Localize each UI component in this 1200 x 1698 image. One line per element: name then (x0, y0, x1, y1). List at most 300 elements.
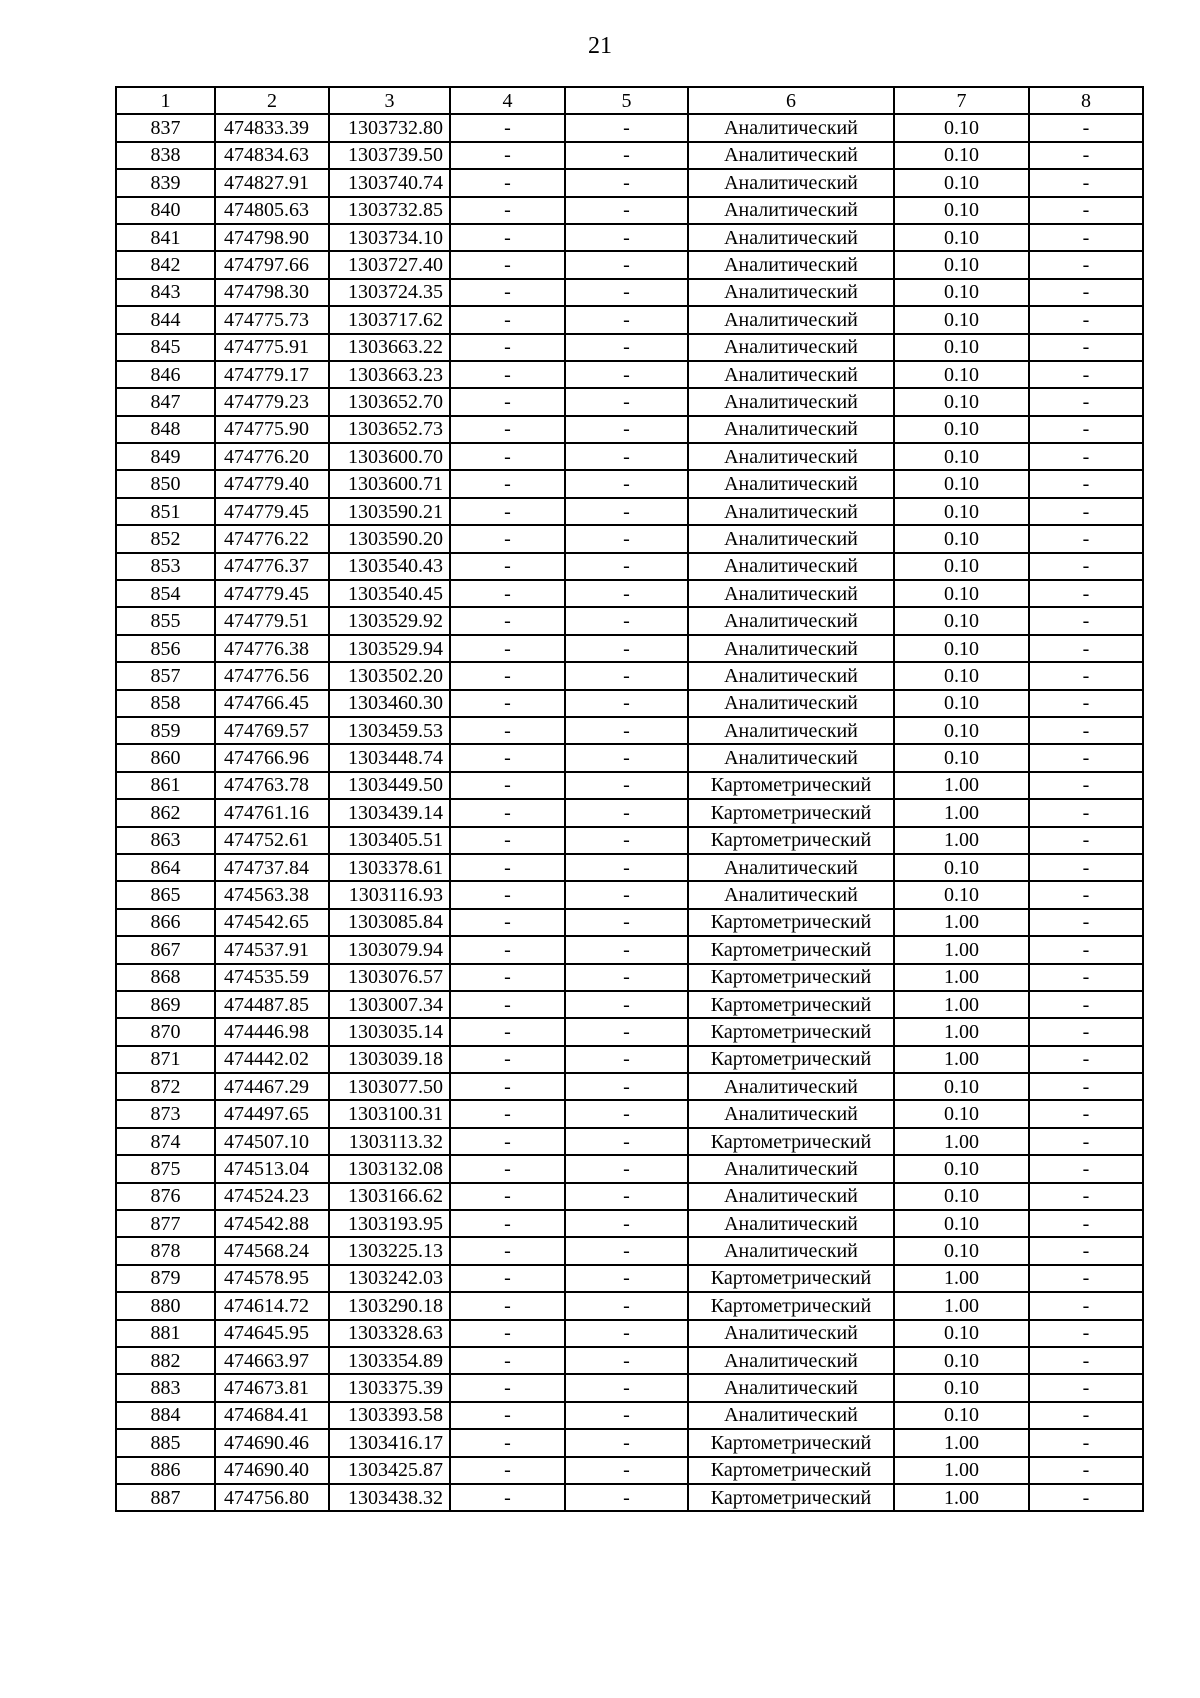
table-cell: 0.10 (894, 1155, 1029, 1182)
table-cell: 1.00 (894, 1046, 1029, 1073)
table-cell: 853 (116, 553, 215, 580)
table-cell: - (450, 827, 565, 854)
table-cell: 1303600.71 (329, 470, 450, 497)
table-cell: - (450, 416, 565, 443)
table-cell: 0.10 (894, 279, 1029, 306)
table-cell: 474446.98 (215, 1018, 329, 1045)
table-cell: 1303740.74 (329, 169, 450, 196)
table-cell: - (565, 772, 688, 799)
table-cell: 867 (116, 936, 215, 963)
table-cell: 0.10 (894, 1183, 1029, 1210)
table-row (116, 197, 1143, 224)
table-cell: - (565, 854, 688, 881)
table-cell: - (565, 1100, 688, 1127)
table-cell: - (565, 1210, 688, 1237)
table-cell: - (450, 1210, 565, 1237)
table-row (116, 525, 1143, 552)
table-cell: 474776.37 (215, 553, 329, 580)
table-row (116, 936, 1143, 963)
table-cell: - (1029, 1237, 1143, 1264)
table-cell: 0.10 (894, 142, 1029, 169)
table-cell: Аналитический (688, 1183, 894, 1210)
table-cell: 0.10 (894, 662, 1029, 689)
table-cell: - (1029, 553, 1143, 580)
table-cell: - (450, 114, 565, 141)
table-row (116, 799, 1143, 826)
table-cell: 474766.45 (215, 690, 329, 717)
table-cell: 1303460.30 (329, 690, 450, 717)
table-cell: 878 (116, 1237, 215, 1264)
table-cell: 1303393.58 (329, 1402, 450, 1429)
table-cell: 858 (116, 690, 215, 717)
table-row (116, 1374, 1143, 1401)
table-cell: 1303732.80 (329, 114, 450, 141)
table-cell: Аналитический (688, 717, 894, 744)
table-cell: Картометрический (688, 1018, 894, 1045)
table-cell: Аналитический (688, 361, 894, 388)
table-cell: 1.00 (894, 1457, 1029, 1484)
table-cell: 1303590.21 (329, 498, 450, 525)
table-cell: - (450, 854, 565, 881)
table-cell: - (565, 1183, 688, 1210)
table-cell: 0.10 (894, 443, 1029, 470)
table-cell: 856 (116, 635, 215, 662)
table-cell: - (565, 717, 688, 744)
table-cell: - (450, 525, 565, 552)
table-cell: - (565, 1374, 688, 1401)
header-cell: 2 (215, 87, 329, 114)
table-cell: 474776.38 (215, 635, 329, 662)
table-cell: 1.00 (894, 1265, 1029, 1292)
table-cell: - (450, 717, 565, 744)
table-cell: 474487.85 (215, 991, 329, 1018)
table-row (116, 1155, 1143, 1182)
table-cell: - (450, 1018, 565, 1045)
table-cell: Картометрический (688, 936, 894, 963)
table-cell: Аналитический (688, 498, 894, 525)
table-cell: 0.10 (894, 1347, 1029, 1374)
table-cell: - (565, 334, 688, 361)
table-cell: 0.10 (894, 717, 1029, 744)
table-cell: Картометрический (688, 799, 894, 826)
table-cell: - (450, 142, 565, 169)
table-cell: - (450, 1374, 565, 1401)
table-row (116, 772, 1143, 799)
table-cell: - (1029, 1018, 1143, 1045)
table-cell: - (1029, 1265, 1143, 1292)
table-cell: 1303727.40 (329, 251, 450, 278)
table-cell: 848 (116, 416, 215, 443)
table-row (116, 1183, 1143, 1210)
table-cell: - (1029, 635, 1143, 662)
table-cell: 841 (116, 224, 215, 251)
table-cell: - (565, 991, 688, 1018)
table-cell: Аналитический (688, 334, 894, 361)
table-cell: 886 (116, 1457, 215, 1484)
table-cell: 838 (116, 142, 215, 169)
table-cell: - (565, 443, 688, 470)
table-cell: - (450, 1265, 565, 1292)
table-cell: - (565, 169, 688, 196)
table-cell: 1303724.35 (329, 279, 450, 306)
table-cell: 474779.23 (215, 388, 329, 415)
table-cell: 1303375.39 (329, 1374, 450, 1401)
table-cell: - (565, 279, 688, 306)
table-cell: 866 (116, 909, 215, 936)
table-cell: 875 (116, 1155, 215, 1182)
table-cell: - (565, 1457, 688, 1484)
table-cell: Аналитический (688, 1374, 894, 1401)
table-cell: 852 (116, 525, 215, 552)
table-cell: Картометрический (688, 964, 894, 991)
table-row (116, 1128, 1143, 1155)
table-cell: - (565, 964, 688, 991)
table-cell: - (1029, 772, 1143, 799)
table-cell: - (1029, 1210, 1143, 1237)
table-cell: 1.00 (894, 827, 1029, 854)
table-cell: - (1029, 909, 1143, 936)
table-row (116, 251, 1143, 278)
table-cell: Картометрический (688, 1265, 894, 1292)
table-cell: 1303077.50 (329, 1073, 450, 1100)
table-cell: 1303600.70 (329, 443, 450, 470)
table-cell: 474442.02 (215, 1046, 329, 1073)
table-row (116, 854, 1143, 881)
table-cell: Аналитический (688, 744, 894, 771)
table-cell: - (565, 1402, 688, 1429)
table-cell: - (565, 936, 688, 963)
table-cell: 863 (116, 827, 215, 854)
table-cell: Аналитический (688, 1320, 894, 1347)
header-cell: 4 (450, 87, 565, 114)
table-cell: 847 (116, 388, 215, 415)
table-cell: - (450, 1046, 565, 1073)
table-cell: 474761.16 (215, 799, 329, 826)
header-row (116, 87, 1143, 114)
table-cell: - (1029, 1046, 1143, 1073)
table-row (116, 717, 1143, 744)
table-cell: - (565, 1128, 688, 1155)
table-cell: Аналитический (688, 114, 894, 141)
table-cell: 0.10 (894, 690, 1029, 717)
table-cell: - (565, 881, 688, 908)
table-cell: 879 (116, 1265, 215, 1292)
table-cell: - (1029, 607, 1143, 634)
table-row (116, 224, 1143, 251)
table-cell: 859 (116, 717, 215, 744)
table-cell: Картометрический (688, 1046, 894, 1073)
table-row (116, 1210, 1143, 1237)
table-cell: 474542.88 (215, 1210, 329, 1237)
table-cell: - (1029, 1402, 1143, 1429)
table-cell: Аналитический (688, 251, 894, 278)
table-row (116, 1347, 1143, 1374)
table-cell: - (450, 1429, 565, 1456)
table-cell: - (565, 662, 688, 689)
table-cell: 1303166.62 (329, 1183, 450, 1210)
table-cell: - (450, 936, 565, 963)
table-cell: - (1029, 1374, 1143, 1401)
table-cell: 474614.72 (215, 1292, 329, 1319)
table-cell: 843 (116, 279, 215, 306)
table-cell: 1303663.23 (329, 361, 450, 388)
table-cell: 474776.56 (215, 662, 329, 689)
table-cell: 474513.04 (215, 1155, 329, 1182)
table-cell: - (565, 1237, 688, 1264)
table-cell: - (450, 607, 565, 634)
table-row (116, 580, 1143, 607)
table-cell: - (565, 909, 688, 936)
table-cell: 844 (116, 306, 215, 333)
table-cell: - (450, 580, 565, 607)
table-cell: - (450, 662, 565, 689)
table-cell: - (1029, 1347, 1143, 1374)
table-cell: - (1029, 1320, 1143, 1347)
table-cell: 474834.63 (215, 142, 329, 169)
table-cell: 1303225.13 (329, 1237, 450, 1264)
table-cell: - (565, 799, 688, 826)
table-cell: - (450, 498, 565, 525)
table-cell: - (1029, 799, 1143, 826)
table-cell: 474776.20 (215, 443, 329, 470)
table-cell: - (565, 470, 688, 497)
page-number: 21 (588, 33, 612, 59)
table-cell: 1303242.03 (329, 1265, 450, 1292)
table-cell: - (1029, 142, 1143, 169)
table-cell: 1.00 (894, 1484, 1029, 1511)
table-cell: 0.10 (894, 334, 1029, 361)
table-cell: - (450, 553, 565, 580)
table-row (116, 334, 1143, 361)
table-cell: Аналитический (688, 416, 894, 443)
table-cell: 474798.90 (215, 224, 329, 251)
table-cell: Аналитический (688, 580, 894, 607)
table-cell: 1303039.18 (329, 1046, 450, 1073)
table-cell: - (1029, 197, 1143, 224)
table-cell: Картометрический (688, 1457, 894, 1484)
table-row (116, 114, 1143, 141)
table-row (116, 607, 1143, 634)
table-cell: - (1029, 334, 1143, 361)
table-cell: - (565, 1292, 688, 1319)
table-cell: 1303529.92 (329, 607, 450, 634)
table-cell: 1303652.70 (329, 388, 450, 415)
table-cell: - (565, 690, 688, 717)
table-cell: Картометрический (688, 1292, 894, 1319)
table-cell: 0.10 (894, 854, 1029, 881)
table-cell: Аналитический (688, 1402, 894, 1429)
table-row (116, 1320, 1143, 1347)
table-cell: 884 (116, 1402, 215, 1429)
table-cell: 474779.45 (215, 580, 329, 607)
table-cell: 1.00 (894, 1292, 1029, 1319)
table-cell: 1303425.87 (329, 1457, 450, 1484)
table-cell: 474775.91 (215, 334, 329, 361)
table-cell: 1303439.14 (329, 799, 450, 826)
table-cell: 474467.29 (215, 1073, 329, 1100)
table-cell: 1303449.50 (329, 772, 450, 799)
table-cell: - (565, 416, 688, 443)
table-cell: 1303113.32 (329, 1128, 450, 1155)
table-cell: 474775.90 (215, 416, 329, 443)
table-row (116, 1429, 1143, 1456)
header-cell: 7 (894, 87, 1029, 114)
table-cell: - (450, 1457, 565, 1484)
table-cell: 1303079.94 (329, 936, 450, 963)
table-cell: Аналитический (688, 1100, 894, 1127)
table-cell: - (450, 1347, 565, 1374)
table-cell: Аналитический (688, 169, 894, 196)
table-cell: 474756.80 (215, 1484, 329, 1511)
table-cell: 849 (116, 443, 215, 470)
table-cell: 0.10 (894, 1402, 1029, 1429)
table-cell: 1303085.84 (329, 909, 450, 936)
table-row (116, 1484, 1143, 1511)
table-cell: Аналитический (688, 443, 894, 470)
table-cell: 876 (116, 1183, 215, 1210)
table-cell: 474766.96 (215, 744, 329, 771)
table-cell: Картометрический (688, 772, 894, 799)
table-cell: Аналитический (688, 854, 894, 881)
table-cell: 854 (116, 580, 215, 607)
table-cell: - (450, 1237, 565, 1264)
table-cell: 1303328.63 (329, 1320, 450, 1347)
table-cell: - (450, 169, 565, 196)
table-cell: 1.00 (894, 936, 1029, 963)
table-cell: 877 (116, 1210, 215, 1237)
table-cell: 1303354.89 (329, 1347, 450, 1374)
table-cell: 0.10 (894, 114, 1029, 141)
table-cell: 474663.97 (215, 1347, 329, 1374)
table-cell: 0.10 (894, 1320, 1029, 1347)
table-cell: - (450, 361, 565, 388)
table-cell: 0.10 (894, 881, 1029, 908)
table-cell: 869 (116, 991, 215, 1018)
table-cell: 0.10 (894, 744, 1029, 771)
table-cell: - (1029, 690, 1143, 717)
table-cell: - (565, 1265, 688, 1292)
table-cell: - (1029, 279, 1143, 306)
table-cell: 851 (116, 498, 215, 525)
table-cell: 1303116.93 (329, 881, 450, 908)
table-cell: - (1029, 361, 1143, 388)
table-cell: - (565, 197, 688, 224)
table-cell: - (450, 799, 565, 826)
table-cell: - (565, 525, 688, 552)
table-cell: 0.10 (894, 580, 1029, 607)
table-cell: 474542.65 (215, 909, 329, 936)
table-cell: - (450, 1402, 565, 1429)
header-cell: 8 (1029, 87, 1143, 114)
table-row (116, 964, 1143, 991)
table-cell: 837 (116, 114, 215, 141)
header-cell: 6 (688, 87, 894, 114)
table-cell: Аналитический (688, 1347, 894, 1374)
table-cell: 0.10 (894, 553, 1029, 580)
table-cell: 1303502.20 (329, 662, 450, 689)
table-cell: 1.00 (894, 772, 1029, 799)
table-cell: Аналитический (688, 662, 894, 689)
table-cell: - (565, 1320, 688, 1347)
table-cell: 868 (116, 964, 215, 991)
table-cell: Картометрический (688, 827, 894, 854)
header-cell: 1 (116, 87, 215, 114)
table-cell: 1303378.61 (329, 854, 450, 881)
table-cell: - (1029, 1457, 1143, 1484)
table-cell: 839 (116, 169, 215, 196)
table-cell: - (565, 635, 688, 662)
table-cell: 874 (116, 1128, 215, 1155)
table-cell: 474827.91 (215, 169, 329, 196)
table-cell: Аналитический (688, 142, 894, 169)
table-cell: 1303652.73 (329, 416, 450, 443)
table-row (116, 827, 1143, 854)
table-cell: 840 (116, 197, 215, 224)
table-row (116, 361, 1143, 388)
table-cell: 1303448.74 (329, 744, 450, 771)
table-cell: 0.10 (894, 1210, 1029, 1237)
table-cell: 0.10 (894, 1374, 1029, 1401)
table-cell: 0.10 (894, 306, 1029, 333)
table-cell: 474690.40 (215, 1457, 329, 1484)
table-cell: 1303035.14 (329, 1018, 450, 1045)
table-cell: - (1029, 498, 1143, 525)
table-cell: 0.10 (894, 635, 1029, 662)
table-cell: - (565, 1347, 688, 1374)
table-cell: - (450, 1128, 565, 1155)
table-cell: - (1029, 1100, 1143, 1127)
table-cell: - (450, 909, 565, 936)
table-cell: 0.10 (894, 224, 1029, 251)
table-cell: 0.10 (894, 1100, 1029, 1127)
table-cell: - (565, 498, 688, 525)
table-cell: 1303739.50 (329, 142, 450, 169)
table-cell: 1.00 (894, 1128, 1029, 1155)
table-cell: 1303717.62 (329, 306, 450, 333)
table-cell: 881 (116, 1320, 215, 1347)
table-cell: 0.10 (894, 251, 1029, 278)
table-cell: 474507.10 (215, 1128, 329, 1155)
table-cell: Картометрический (688, 991, 894, 1018)
table-cell: - (1029, 662, 1143, 689)
table-cell: 846 (116, 361, 215, 388)
table-cell: - (565, 1046, 688, 1073)
table-cell: 855 (116, 607, 215, 634)
table-cell: 474779.40 (215, 470, 329, 497)
table-cell: 1303100.31 (329, 1100, 450, 1127)
table-cell: Аналитический (688, 197, 894, 224)
table-cell: Аналитический (688, 690, 894, 717)
table-cell: 474833.39 (215, 114, 329, 141)
table-cell: Картометрический (688, 1484, 894, 1511)
table-cell: 842 (116, 251, 215, 278)
table-cell: - (565, 1155, 688, 1182)
table-cell: - (565, 580, 688, 607)
table-cell: 887 (116, 1484, 215, 1511)
table-row (116, 416, 1143, 443)
table-cell: Аналитический (688, 1210, 894, 1237)
table-cell: - (1029, 991, 1143, 1018)
table-cell: - (450, 635, 565, 662)
table-cell: 1303734.10 (329, 224, 450, 251)
table-cell: 850 (116, 470, 215, 497)
table-cell: 474779.17 (215, 361, 329, 388)
table-cell: - (450, 744, 565, 771)
table-cell: 474568.24 (215, 1237, 329, 1264)
table-cell: 1303132.08 (329, 1155, 450, 1182)
table-row (116, 142, 1143, 169)
table-row (116, 169, 1143, 196)
